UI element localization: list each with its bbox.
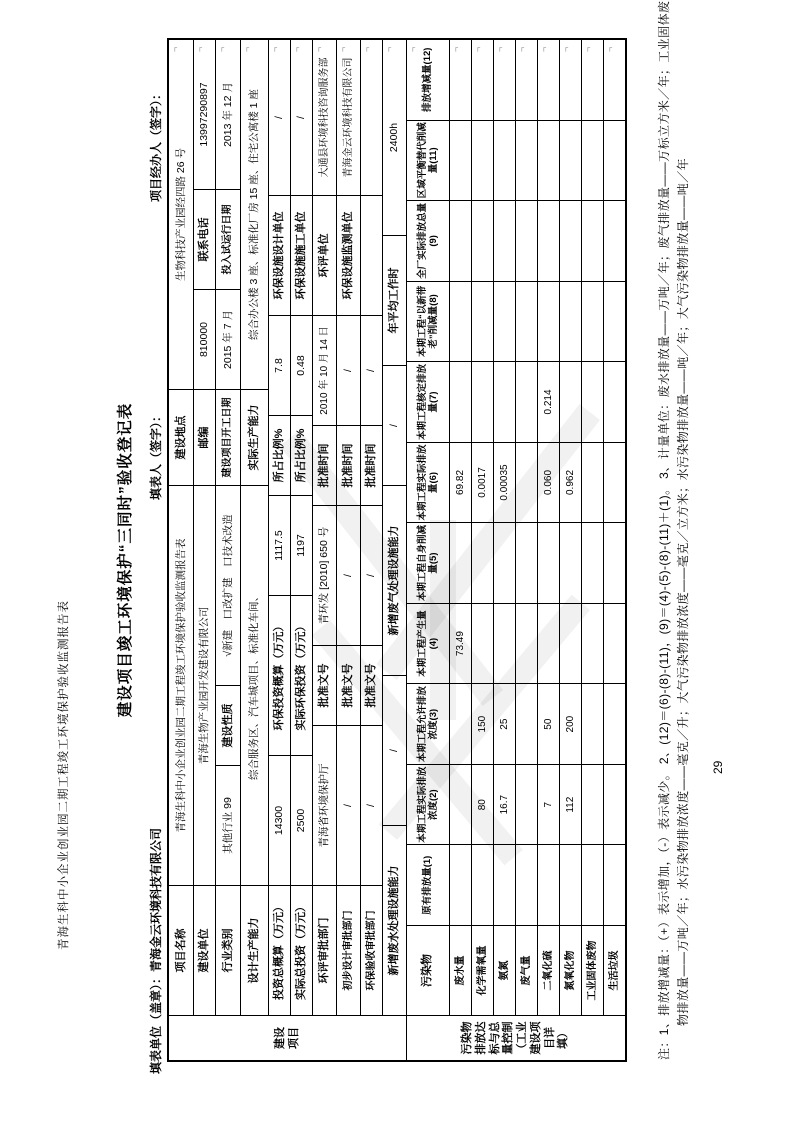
approve-time2-label: 批准时间: [337, 425, 360, 505]
pollutant-cell: [538, 844, 559, 925]
doc-no-label: 批准文号: [313, 645, 336, 725]
pollutant-row: [538, 40, 560, 1015]
pollutant-cell: 0.060: [538, 442, 559, 523]
nature-checkboxes: √新建 口改扩建 口技术改造: [216, 485, 240, 685]
pollutant-cell: [538, 603, 559, 684]
pollutant-name: 废水量: [450, 925, 471, 1015]
pollutant-row: [582, 40, 604, 1015]
cell-end-mark-icon: ¬: [170, 46, 180, 52]
phone-value: 13997290897: [198, 82, 211, 147]
builder-label: 建设单位: [194, 885, 215, 1015]
pollutant-cell: [516, 442, 537, 523]
page-number: 29: [711, 760, 725, 774]
design-capacity-value: 综合服务区、汽车城项目、标准化车间、: [241, 485, 268, 885]
fill-unit-label: 填表单位（盖章）：青海金云环境科技有限公司: [149, 827, 163, 1074]
trial-date-value: 2013 年 12 月: [221, 82, 234, 147]
running-header: 青海生科中小企业创业园二期工程竣工环境保护验收监测报告表: [58, 600, 70, 950]
pollutant-cell: [516, 522, 537, 603]
pollutant-cell: [494, 522, 515, 603]
pollutant-cell: [472, 844, 493, 925]
pollutant-cell: [472, 361, 493, 442]
design-capacity-label: 设计生产能力: [241, 885, 268, 1015]
pollutant-cell: [604, 281, 625, 362]
table-row: [313, 40, 337, 1015]
pollutant-cell: [560, 200, 581, 281]
pollutant-cell: [538, 522, 559, 603]
pollutant-cell: [538, 120, 559, 201]
col-header-6: 本期工程实际排放量(6): [407, 442, 449, 523]
eia-approver-value: 青海省环境保护厅: [313, 725, 336, 885]
pollutant-cell: [450, 200, 471, 281]
pollutant-cell: [604, 200, 625, 281]
doc-no2-label: 批准文号: [337, 645, 360, 725]
new-wastewater-capacity-value: /: [383, 675, 406, 825]
ratio2-value: 0.48: [291, 315, 312, 415]
pollutant-row: [516, 40, 538, 1015]
col-header-11: 区域平衡替代削减量(11): [407, 120, 449, 201]
col-header-4: 本期工程产生量(4): [407, 603, 449, 684]
table-row: [269, 40, 291, 1015]
cell-end-mark-icon: ¬: [473, 46, 483, 52]
cell-end-mark-icon: ¬: [362, 46, 372, 52]
col-header-12: 排放增减量(12): [422, 47, 434, 112]
prelim-design-label: 初步设计审批部门: [337, 885, 360, 1015]
cell-end-mark-icon: ¬: [408, 46, 418, 52]
approve-time-value: 2010 年 10 月 14 日: [313, 315, 336, 425]
pollutant-cell: [582, 844, 603, 925]
pollutant-cell: [516, 683, 537, 764]
table-row: [241, 40, 269, 1015]
new-wastewater-capacity-label: 新增废水处理设施能力: [383, 825, 406, 1015]
pollutant-cell: [450, 522, 471, 603]
col-header-5: 本期工程自身削减量(5): [407, 522, 449, 603]
table-row: [216, 40, 241, 1015]
pollutant-name: 二氧化硫: [538, 925, 559, 1015]
pollutant-row: [472, 40, 494, 1015]
pollutant-name: 工业固体废物: [582, 925, 603, 1015]
ratio2-label: 所占比例%: [291, 415, 312, 495]
pollutant-cell: [472, 522, 493, 603]
pollutant-row: [604, 40, 625, 1015]
table-row: [194, 40, 216, 1015]
pollutant-cell: 73.49: [450, 603, 471, 684]
start-date-label: 建设项目开工日期: [216, 389, 240, 485]
pollutant-cell: [604, 442, 625, 523]
table-row: [383, 40, 406, 1015]
cell-end-mark-icon: ¬: [314, 46, 324, 52]
pollutant-name: 化学需氧量: [472, 925, 493, 1015]
pollutant-cell: [560, 281, 581, 362]
pollutant-cell: [582, 683, 603, 764]
registration-table: [167, 38, 627, 1062]
cell-end-mark-icon: ¬: [605, 46, 615, 52]
ratio-value: 7.8: [269, 315, 290, 415]
pollutant-row: [560, 40, 582, 1015]
start-date-value: 2015 年 7 月: [216, 289, 240, 389]
pollutant-cell: [450, 844, 471, 925]
pollutant-row: [494, 40, 516, 1015]
eia-unit-value: 大通县环境科技咨询服务部: [318, 57, 330, 178]
pollutant-cell: 25: [494, 683, 515, 764]
env-design-unit-value: /: [273, 116, 286, 119]
empty-cell: [361, 40, 382, 195]
env-accept-label: 环保验收审批部门: [361, 885, 382, 1015]
approve-time2-value: /: [337, 315, 360, 425]
pollutant-cell: [472, 603, 493, 684]
actual-capacity-value: 综合办公楼 3 座、标准化厂房 15 座、住宅公寓楼 1 座: [248, 89, 261, 340]
cell-end-mark-icon: ¬: [217, 46, 227, 52]
new-gas-capacity-value: /: [383, 365, 406, 485]
pollutant-name: 氮氧化物: [560, 925, 581, 1015]
pollutant-section-label: 污染物排放达标与总量控制（工业建设项目详填）: [407, 1015, 625, 1060]
pollutant-section: [407, 40, 625, 1060]
nature-label: 建设性质: [216, 685, 240, 765]
empty-cell: [361, 195, 382, 315]
pollutant-cell: [582, 200, 603, 281]
doc-no2-value: /: [337, 505, 360, 645]
phone-label: 联系电话: [194, 189, 215, 289]
pollutant-cell: [604, 764, 625, 845]
approve-time3-label: 批准时间: [361, 425, 382, 505]
budget-value: 14300: [269, 755, 290, 885]
pollutant-cell: [450, 683, 471, 764]
rotated-form-sheet: [55, 0, 765, 1080]
cell-end-mark-icon: ¬: [539, 46, 549, 52]
pollutant-header-row: [407, 40, 450, 1015]
col-header-2: 本期工程实际排放浓度(2): [407, 764, 449, 845]
project-section: [169, 40, 407, 1060]
pollutant-cell: [494, 120, 515, 201]
pollutant-cell: [494, 281, 515, 362]
col-header-8: 本期工程“以新带老”削减量(8): [407, 281, 449, 362]
pollutant-cell: [516, 281, 537, 362]
fill-person-label: 填表人（签字）：: [149, 409, 163, 500]
footnote-line-1: 注：1、排放增减量：（+）表示增加，（-）表示减少。 2、(12)＝(6)-(8)-(11)，(9)＝(4)-(5)-(8)-(11)＋(1)。 3、计量单位：废水排放量——万吨／年；废气排放量——万标立方米／年；工业固体废: [657, 0, 671, 1060]
col-header-7: 本期工程核定排放量(7): [407, 361, 449, 442]
pollutant-cell: [604, 522, 625, 603]
pollutant-cell: [450, 361, 471, 442]
pollutant-cell: [494, 200, 515, 281]
env-budget-label: 环保投资概算（万元）: [269, 595, 290, 755]
pollutant-name: 生活垃圾: [604, 925, 625, 1015]
pollutant-cell: [516, 361, 537, 442]
pollutant-cell: [516, 200, 537, 281]
annual-hours-value: 2400h: [388, 122, 401, 153]
budget-label: 投资总概算（万元）: [269, 885, 290, 1015]
env-design-unit-label: 环保设施设计单位: [269, 195, 290, 315]
env-build-unit-value: /: [295, 116, 308, 119]
footnote-line-2: 物排放量——万吨／年；水污染物排放浓度——毫克／升；大气污染物排放浓度——毫克／立方米；水污染物排放量——吨／年；大气污染物排放量——吨／年: [676, 157, 690, 1026]
pollutant-cell: [582, 522, 603, 603]
cell-end-mark-icon: ¬: [583, 46, 593, 52]
pollutant-cell: [472, 281, 493, 362]
builder-value: 青海生物产业园开发建设有限公司: [194, 485, 215, 885]
pollutant-row: [450, 40, 472, 1015]
env-build-unit-label: 环保设施施工单位: [291, 195, 312, 315]
env-monitor-unit-value: 青海金云环境科技有限公司: [342, 57, 354, 178]
pollutant-cell: [582, 764, 603, 845]
pollutant-cell: [582, 120, 603, 201]
pollutant-cell: [582, 281, 603, 362]
industry-value: 其他行业 99: [216, 765, 240, 885]
pollutant-cell: [516, 120, 537, 201]
col-header-9: 全厂实际排放总量(9): [407, 200, 449, 281]
approve-time3-value: /: [361, 315, 382, 425]
cell-end-mark-icon: ¬: [517, 46, 527, 52]
pollutant-cell: [604, 603, 625, 684]
pollutant-cell: [560, 603, 581, 684]
actual-invest-value: 2500: [291, 755, 312, 885]
pollutant-cell: [450, 764, 471, 845]
pollutant-cell: 0.962: [560, 442, 581, 523]
cell-end-mark-icon: ¬: [384, 46, 394, 52]
env-budget-value: 1117.5: [269, 495, 290, 595]
pollutant-rows: [407, 40, 625, 1015]
pollutant-cell: [560, 522, 581, 603]
pollutant-cell: [560, 844, 581, 925]
doc-no-value: 青环发 [2010] 650 号: [313, 505, 336, 645]
cell-end-mark-icon: ¬: [561, 46, 571, 52]
pollutant-cell: [494, 361, 515, 442]
pollutant-cell: [450, 281, 471, 362]
ratio-label: 所占比例%: [269, 415, 290, 495]
form-title: 建设项目竣工环境保护“三同时”验收登记表: [117, 402, 134, 718]
pollutant-cell: [604, 844, 625, 925]
location-value: 生物科技产业园经四路 26 号: [174, 148, 187, 282]
pollutant-cell: [582, 361, 603, 442]
env-monitor-unit-label: 环保设施监测单位: [337, 195, 360, 315]
table-row: [361, 40, 383, 1015]
pollutant-cell: 200: [560, 683, 581, 764]
pollutant-name: 废气量: [516, 925, 537, 1015]
project-name-label: 项目名称: [169, 885, 193, 1015]
pollutant-cell: [494, 603, 515, 684]
annual-hours-label: 年平均工作时: [383, 235, 406, 365]
pollutant-cell: [560, 361, 581, 442]
project-name-value: 青海生科中小企业创业园二期工程竣工环境保护验收监测报告表: [169, 485, 193, 885]
pollutant-col-header: 污染物: [407, 925, 449, 1015]
pollutant-cell: [516, 844, 537, 925]
pollutant-cell: [472, 200, 493, 281]
actual-env-invest-value: 1197: [291, 495, 312, 595]
project-section-label: 建设项目: [169, 1015, 406, 1060]
location-label: 建设地点: [169, 389, 193, 485]
actual-invest-label: 实际总投资（万元）: [291, 885, 312, 1015]
col-header-3: 本期工程允许排放浓度(3): [407, 683, 449, 764]
pollutant-cell: [538, 200, 559, 281]
pollutant-cell: 50: [538, 683, 559, 764]
cell-end-mark-icon: ¬: [292, 46, 302, 52]
handler-label: 项目经办人（签字）：: [149, 87, 163, 202]
doc-no3-value: /: [361, 505, 382, 645]
cell-end-mark-icon: ¬: [270, 46, 280, 52]
actual-capacity-label: 实际生产能力: [241, 389, 268, 485]
eia-approver-label: 环评审批部门: [313, 885, 336, 1015]
pollutant-cell: [604, 683, 625, 764]
pollutant-cell: [604, 361, 625, 442]
pollutant-cell: 69.82: [450, 442, 471, 523]
pollutant-cell: 112: [560, 764, 581, 845]
actual-env-invest-label: 实际环保投资（万元）: [291, 595, 312, 755]
pollutant-cell: [494, 844, 515, 925]
pollutant-name: 氨氮: [494, 925, 515, 1015]
pollutant-cell: [516, 603, 537, 684]
table-row: [291, 40, 313, 1015]
pollutant-cell: [560, 120, 581, 201]
project-rows: [169, 40, 406, 1015]
cell-end-mark-icon: ¬: [338, 46, 348, 52]
doc-no3-label: 批准文号: [361, 645, 382, 725]
table-row: [337, 40, 361, 1015]
env-accept-value: /: [361, 725, 382, 885]
pollutant-cell: 16.7: [494, 764, 515, 845]
pollutant-cell: [582, 603, 603, 684]
col-header-1: 原有排放量(1): [407, 844, 449, 925]
eia-unit-label: 环评单位: [313, 195, 336, 315]
pollutant-cell: [538, 281, 559, 362]
cell-end-mark-icon: ¬: [195, 46, 205, 52]
pollutant-cell: [604, 120, 625, 201]
pollutant-cell: [450, 120, 471, 201]
pollutant-cell: [582, 442, 603, 523]
pollutant-cell: 7: [538, 764, 559, 845]
pollutant-cell: [472, 120, 493, 201]
industry-label: 行业类别: [216, 885, 240, 1015]
pollutant-cell: 0.00035: [494, 442, 515, 523]
prelim-design-value: /: [337, 725, 360, 885]
pollutant-cell: 150: [472, 683, 493, 764]
cell-end-mark-icon: ¬: [495, 46, 505, 52]
trial-date-label: 投入试运行日期: [216, 189, 240, 289]
table-row: [169, 40, 194, 1015]
new-gas-capacity-label: 新增废气处理设施能力: [383, 485, 406, 675]
cell-end-mark-icon: ¬: [242, 46, 252, 52]
pollutant-cell: 0.0017: [472, 442, 493, 523]
zip-value: 810000: [194, 289, 215, 389]
pollutant-cell: 80: [472, 764, 493, 845]
pollutant-cell: 0.214: [538, 361, 559, 442]
approve-time-label: 批准时间: [313, 425, 336, 505]
cell-end-mark-icon: ¬: [451, 46, 461, 52]
pollutant-cell: [516, 764, 537, 845]
zip-label: 邮编: [194, 389, 215, 485]
